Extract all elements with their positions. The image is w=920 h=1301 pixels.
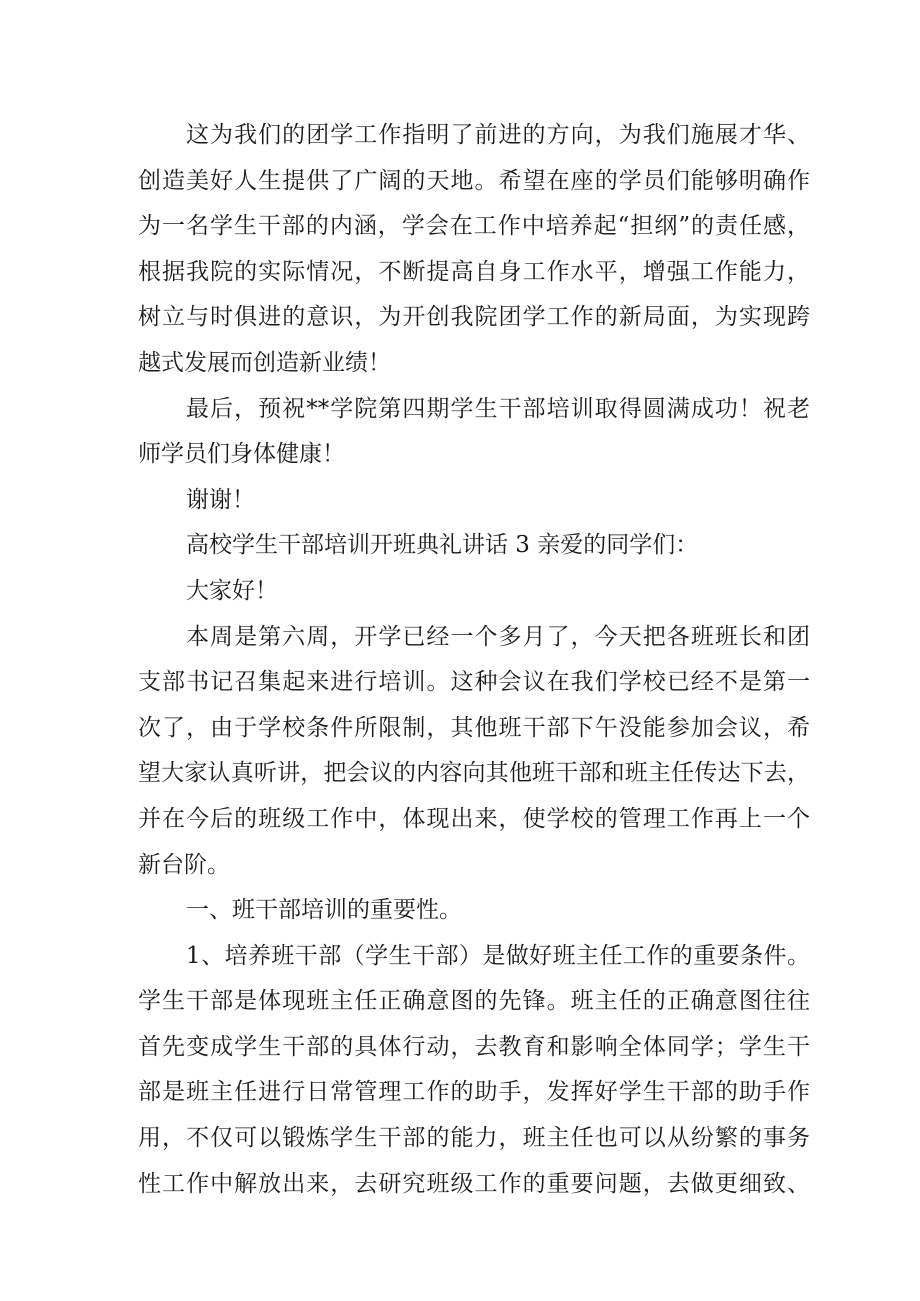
text-line: 用，不仅可以锻炼学生干部的能力，班主任也可以从纷繁的事务: [138, 1125, 810, 1152]
text-line: 并在今后的班级工作中，体现出来，使学校的管理工作再上一个: [138, 805, 810, 832]
text-line: 次了，由于学校条件所限制，其他班干部下午没能参加会议，希: [138, 714, 810, 741]
text-line: 首先变成学生干部的具体行动，去教育和影响全体同学；学生干: [138, 1033, 810, 1060]
text-line: 树立与时俱进的意识，为开创我院团学工作的新局面，为实现跨: [138, 304, 810, 331]
text-line: 越式发展而创造新业绩！: [138, 349, 391, 376]
text-line: 这为我们的团学工作指明了前进的方向，为我们施展才华、: [186, 122, 810, 148]
text-line: 师学员们身体健康！: [138, 441, 345, 468]
text-line: 新台阶。: [138, 851, 230, 878]
text-line: 部是班主任进行日常管理工作的助手，发挥好学生干部的助手作: [138, 1079, 810, 1106]
text-line: 1、培养班干部（学生干部）是做好班主任工作的重要条件。: [186, 942, 810, 969]
text-line: 学生干部是体现班主任正确意图的先锋。班主任的正确意图往往: [138, 988, 810, 1015]
text-line: 本周是第六周，开学已经一个多月了，今天把各班班长和团: [186, 623, 810, 650]
text-line: 创造美好人生提供了广阔的天地。希望在座的学员们能够明确作: [138, 167, 810, 194]
text-line: 性工作中解放出来，去研究班级工作的重要问题，去做更细致、: [138, 1170, 810, 1197]
text-line: 大家好！: [186, 577, 278, 604]
text-line: 谢谢！: [186, 486, 255, 513]
text-line: 为一名学生干部的内涵，学会在工作中培养起“担纲”的责任感，: [138, 213, 810, 240]
document-body: [138, 113, 810, 1207]
section-heading: 高校学生干部培训开班典礼讲话 3 亲爱的同学们：: [186, 532, 699, 559]
text-line: 根据我院的实际情况，不断提高自身工作水平，增强工作能力，: [138, 258, 810, 285]
text-line: 支部书记召集起来进行培训。这种会议在我们学校已经不是第一: [138, 669, 810, 696]
text-line: 最后，预祝**学院第四期学生干部培训取得圆满成功！祝老: [186, 395, 810, 422]
text-line: 望大家认真听讲，把会议的内容向其他班干部和班主任传达下去，: [138, 760, 810, 787]
section-heading: 一、班干部培训的重要性。: [186, 897, 462, 924]
